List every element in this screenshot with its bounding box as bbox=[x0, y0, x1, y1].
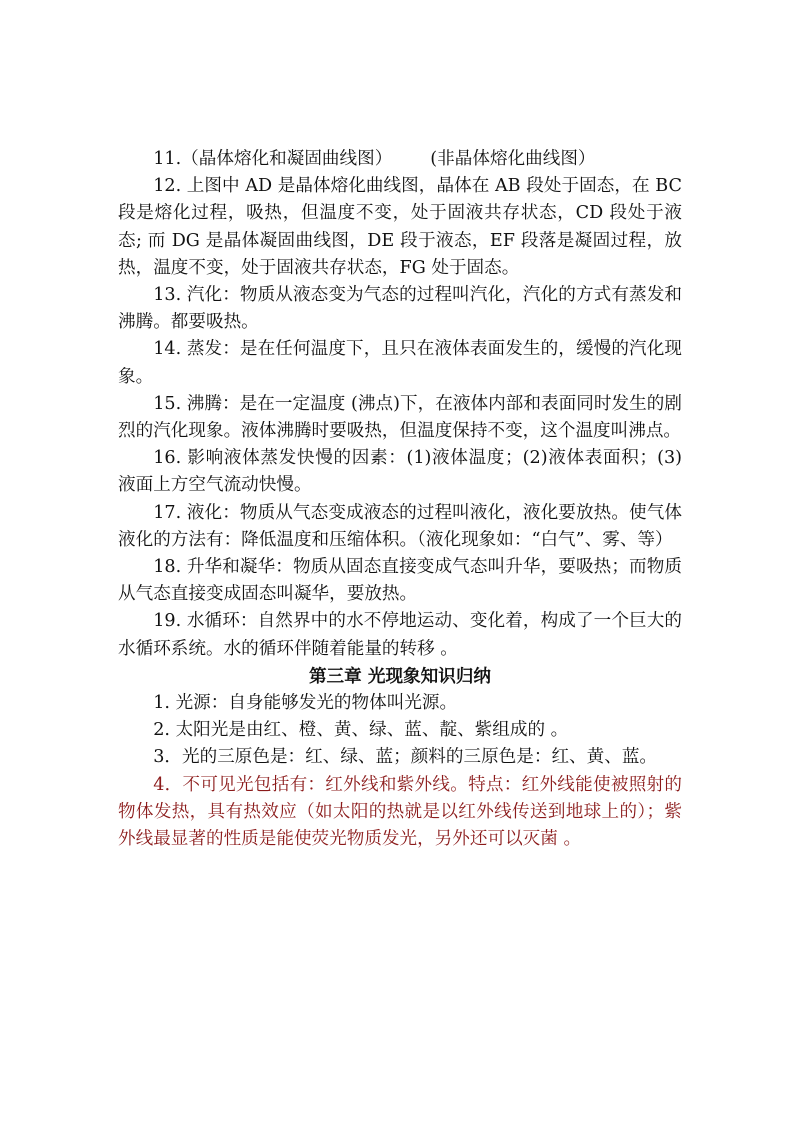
item-14: 14. 蒸发：是在任何温度下，且只在液体表面发生的，缓慢的汽化现象。 bbox=[118, 339, 682, 387]
chapter-heading: 第三章 光现象知识归纳 bbox=[308, 665, 492, 687]
chapter-item-4: 4．不可见光包括有：红外线和紫外线。特点：红外线能使被照射的物体发热，具有热效应（如太阳的热就是以红外线传送到地球上的）；紫外线最显著的性质是能使荧光物质发光，另外还可以灭菌 。 bbox=[118, 774, 682, 850]
item-18: 18. 升华和凝华：物质从固态直接变成气态叫升华，要吸热；而物质从气态直接变成固态叫凝华，要放热。 bbox=[118, 557, 682, 605]
item-15: 15. 沸腾：是在一定温度 (沸点)下，在液体内部和表面同时发生的剧烈的汽化现象。液体沸腾时要吸热，但温度保持不变，这个温度叫沸点。 bbox=[118, 393, 682, 442]
item-11 bbox=[118, 146, 682, 173]
item-11-caption-crystal: 11.（晶体熔化和凝固曲线图） bbox=[153, 149, 393, 169]
chapter-item-3: 3．光的三原色是：红、绿、蓝；颜料的三原色是：红、黄、蓝。 bbox=[153, 747, 658, 768]
item-11-caption-amorphous: (非晶体熔化曲线图） bbox=[430, 149, 596, 169]
item-16: 16. 影响液体蒸发快慢的因素：(1)液体温度；(2)液体表面积；(3)液面上方空气流动快慢。 bbox=[118, 448, 682, 496]
chapter-item-2: 2. 太阳光是由红、橙、黄、绿、蓝、靛、紫组成的 。 bbox=[153, 720, 569, 741]
chapter-item-1: 1. 光源：自身能够发光的物体叫光源。 bbox=[153, 693, 458, 714]
item-13: 13. 汽化：物质从液态变为气态的过程叫汽化，汽化的方式有蒸发和沸腾。都要吸热。 bbox=[118, 285, 682, 333]
item-17: 17. 液化：物质从气态变成液态的过程叫液化，液化要放热。使气体液化的方法有：降低温度和压缩体积。（液化现象如：“白气”、雾、等） bbox=[118, 502, 682, 550]
item-12: 12. 上图中 AD 是晶体熔化曲线图，晶体在 AB 段处于固态，在 BC 段是熔化过程，吸热，但温度不变，处于固液共存状态，CD 段处于液态; 而 DG 是晶体凝固曲线图，DE 段于液态，EF 段落是凝固过程，放热，温度不变，处于固液共存状态，FG 处于固态。 bbox=[118, 176, 682, 278]
item-19: 19. 水循环：自然界中的水不停地运动、变化着，构成了一个巨大的水循环系统。水的循环伴随着能量的转移 。 bbox=[118, 611, 682, 659]
document-page bbox=[118, 146, 682, 853]
